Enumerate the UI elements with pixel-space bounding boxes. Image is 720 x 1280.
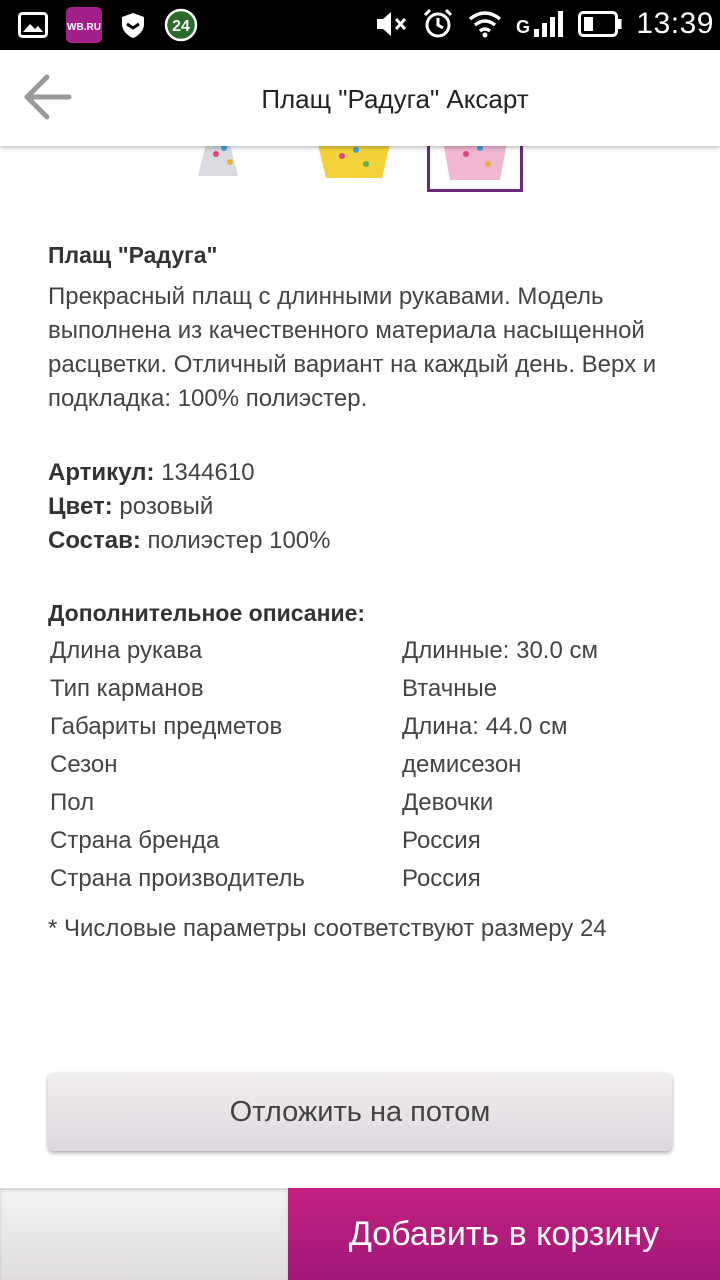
table-row bbox=[48, 784, 678, 822]
spec-key: Длина рукава bbox=[50, 637, 203, 664]
size-note: * Числовые параметры соответствуют размеру 24 bbox=[48, 915, 607, 942]
signal-icon bbox=[516, 9, 564, 39]
alarm-icon bbox=[422, 8, 454, 40]
spec-value: Втачные bbox=[402, 675, 498, 702]
article-value: 1344610 bbox=[161, 459, 255, 486]
color-label: Цвет: bbox=[48, 493, 113, 520]
badge-24-icon bbox=[164, 8, 198, 42]
specs-table bbox=[48, 632, 678, 898]
image-icon bbox=[18, 12, 48, 38]
spec-key: Страна производитель bbox=[50, 865, 305, 892]
composition-value: полиэстер 100% bbox=[147, 527, 331, 554]
table-row bbox=[48, 670, 678, 708]
spec-value: Россия bbox=[402, 865, 481, 892]
spec-key: Страна бренда bbox=[50, 827, 220, 854]
table-row bbox=[48, 632, 678, 670]
additional-description-title: Дополнительное описание: bbox=[48, 600, 366, 626]
add-to-cart-button[interactable]: Добавить в корзину bbox=[288, 1188, 720, 1280]
svg-text:G: G bbox=[516, 17, 531, 37]
status-bar bbox=[0, 0, 720, 50]
composition-row bbox=[48, 524, 678, 558]
spec-value: демисезон bbox=[402, 751, 522, 778]
product-title: Плащ "Радуга" bbox=[48, 242, 218, 268]
spec-value: Россия bbox=[402, 827, 481, 854]
product-description: Прекрасный плащ с длинными рукавами. Модель выполнена из качественного материала насыщенной расцветки. Отличный вариант на каждый день. Верх и подкладка: 100% полиэстер. bbox=[48, 283, 657, 412]
svg-text:WB.RU: WB.RU bbox=[67, 22, 101, 33]
spec-key: Сезон bbox=[50, 751, 118, 778]
bottom-action-bar bbox=[0, 1188, 720, 1280]
color-value: розовый bbox=[119, 493, 214, 520]
postpone-button[interactable]: Отложить на потом bbox=[48, 1073, 672, 1151]
spec-value: Длина: 44.0 см bbox=[402, 713, 568, 740]
spec-key: Тип карманов bbox=[50, 675, 204, 702]
product-content bbox=[48, 240, 678, 946]
spec-value: Девочки bbox=[402, 789, 494, 816]
bottom-bar-left bbox=[0, 1188, 288, 1280]
color-row bbox=[48, 490, 678, 524]
wifi-icon bbox=[468, 10, 502, 38]
spec-key: Габариты предметов bbox=[50, 713, 283, 740]
table-row bbox=[48, 708, 678, 746]
composition-label: Состав: bbox=[48, 527, 141, 554]
spec-key: Пол bbox=[50, 789, 95, 816]
spec-value: Длинные: 30.0 см bbox=[402, 637, 598, 664]
svg-text:24: 24 bbox=[172, 18, 190, 35]
mute-icon bbox=[374, 9, 408, 39]
page-title: Плащ "Радуга" Аксарт bbox=[261, 84, 529, 114]
article-label: Артикул: bbox=[48, 459, 155, 486]
table-row bbox=[48, 746, 678, 784]
wb-app-icon bbox=[66, 7, 102, 43]
status-time: 13:39 bbox=[636, 7, 714, 40]
shield-icon bbox=[120, 11, 146, 39]
battery-icon bbox=[578, 11, 622, 37]
article-row bbox=[48, 456, 678, 490]
app-header bbox=[0, 50, 720, 146]
product-properties bbox=[48, 456, 678, 558]
table-row bbox=[48, 822, 678, 860]
table-row bbox=[48, 860, 678, 898]
